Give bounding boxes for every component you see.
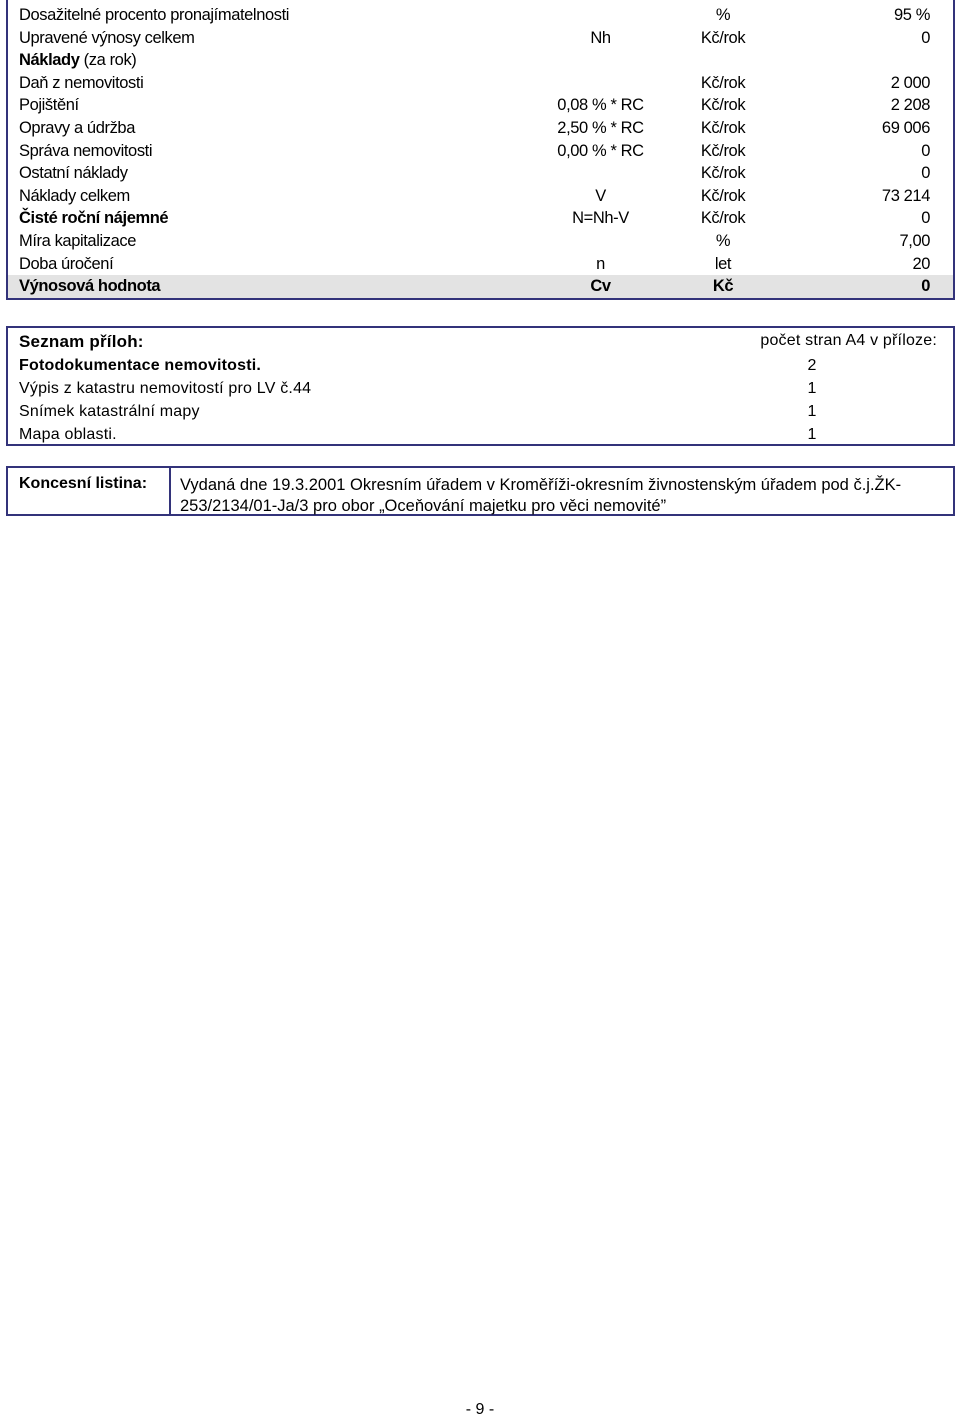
attachment-pages: 1 <box>807 403 817 420</box>
row-value: 2 208 <box>890 96 930 115</box>
row-formula: Cv <box>590 277 611 296</box>
list-item <box>19 377 953 401</box>
license-text: Vydaná dne 19.3.2001 Okresním úřadem v Kroměříži-okresním živnostenským úřadem pod č.j.ŽK-253/2134/01-Ja/3 pro obor „Oceňování majetku pro věci nemovité” <box>180 476 902 515</box>
row-unit: Kč/rok <box>700 141 746 160</box>
row-label: Upravené výnosy celkem <box>19 28 195 47</box>
attachment-pages: 1 <box>807 426 817 443</box>
table-row <box>8 207 953 230</box>
row-unit: Kč/rok <box>700 209 746 228</box>
list-item <box>19 423 953 447</box>
row-unit: % <box>715 6 731 24</box>
row-label: Správa nemovitosti <box>19 141 153 160</box>
row-value: 0 <box>921 141 930 160</box>
row-value: 0 <box>921 209 930 228</box>
attachment-label: Výpis z katastru nemovitostí pro LV č.44 <box>19 380 312 397</box>
row-label: Doba úročení <box>19 254 114 273</box>
row-label: Pojištění <box>19 96 79 115</box>
row-label: Výnosová hodnota <box>19 277 161 296</box>
attachment-pages: 1 <box>807 380 817 397</box>
attachment-pages: 2 <box>807 357 817 374</box>
row-value: 0 <box>921 28 930 47</box>
page-number: - 9 - <box>465 1401 495 1418</box>
table-row <box>8 230 953 253</box>
table-row <box>8 140 953 163</box>
table-row <box>8 72 953 95</box>
table-row <box>8 162 953 185</box>
list-item <box>19 400 953 424</box>
row-formula: N=Nh-V <box>572 209 629 228</box>
row-unit: Kč/rok <box>700 119 746 137</box>
row-formula: n <box>596 254 605 273</box>
row-unit: Kč/rok <box>700 186 746 205</box>
row-formula: V <box>595 186 606 205</box>
row-unit: let <box>714 254 732 273</box>
row-unit: Kč <box>712 277 734 296</box>
attachments-list <box>6 326 955 446</box>
row-unit: % <box>715 232 731 250</box>
table-row <box>8 27 953 50</box>
list-item <box>19 354 953 378</box>
row-value: 20 <box>912 254 930 273</box>
row-label: Ostatní náklady <box>19 164 128 183</box>
table-row <box>8 94 953 117</box>
row-label: Míra kapitalizace <box>19 232 136 250</box>
row-label: Dosažitelné procento pronajímatelnosti <box>19 6 290 24</box>
license-label: Koncesní listina: <box>8 468 171 514</box>
heading-bold: Náklady <box>19 51 80 70</box>
row-value: 0 <box>921 164 930 183</box>
row-label: Daň z nemovitosti <box>19 73 144 92</box>
total-row <box>8 275 953 298</box>
row-formula: 2,50 % * RC <box>557 119 644 137</box>
row-value: 73 214 <box>881 186 930 205</box>
row-value: 69 006 <box>881 119 930 137</box>
row-unit: Kč/rok <box>700 96 746 115</box>
attachment-label: Fotodokumentace nemovitosti. <box>19 357 262 374</box>
attachment-label: Mapa oblasti. <box>19 426 117 443</box>
row-label: Opravy a údržba <box>19 119 135 137</box>
attachments-title: Seznam příloh: <box>19 332 144 351</box>
row-label: Čisté roční nájemné <box>19 209 169 228</box>
row-unit: Kč/rok <box>700 164 746 183</box>
row-value: 2 000 <box>890 73 930 92</box>
license-box <box>6 466 955 516</box>
row-formula: 0,00 % * RC <box>557 141 644 160</box>
attachment-label: Snímek katastrální mapy <box>19 403 200 420</box>
row-unit: Kč/rok <box>700 73 746 92</box>
row-unit: Kč/rok <box>700 28 746 47</box>
page-count-header: počet stran A4 v příloze: <box>760 332 937 349</box>
row-formula: Nh <box>590 28 611 47</box>
row-value: 7,00 <box>899 232 930 250</box>
row-value: 95 % <box>893 6 930 24</box>
section-heading-row <box>8 49 953 72</box>
row-label: Náklady celkem <box>19 186 130 205</box>
heading-suffix: (za rok) <box>79 51 137 70</box>
table-row <box>8 253 953 276</box>
section-heading <box>19 49 136 72</box>
table-row <box>8 4 953 27</box>
row-value: 0 <box>921 277 930 296</box>
table-row <box>8 117 953 140</box>
row-formula: 0,08 % * RC <box>557 96 644 115</box>
valuation-table <box>6 0 955 300</box>
table-row <box>8 185 953 208</box>
